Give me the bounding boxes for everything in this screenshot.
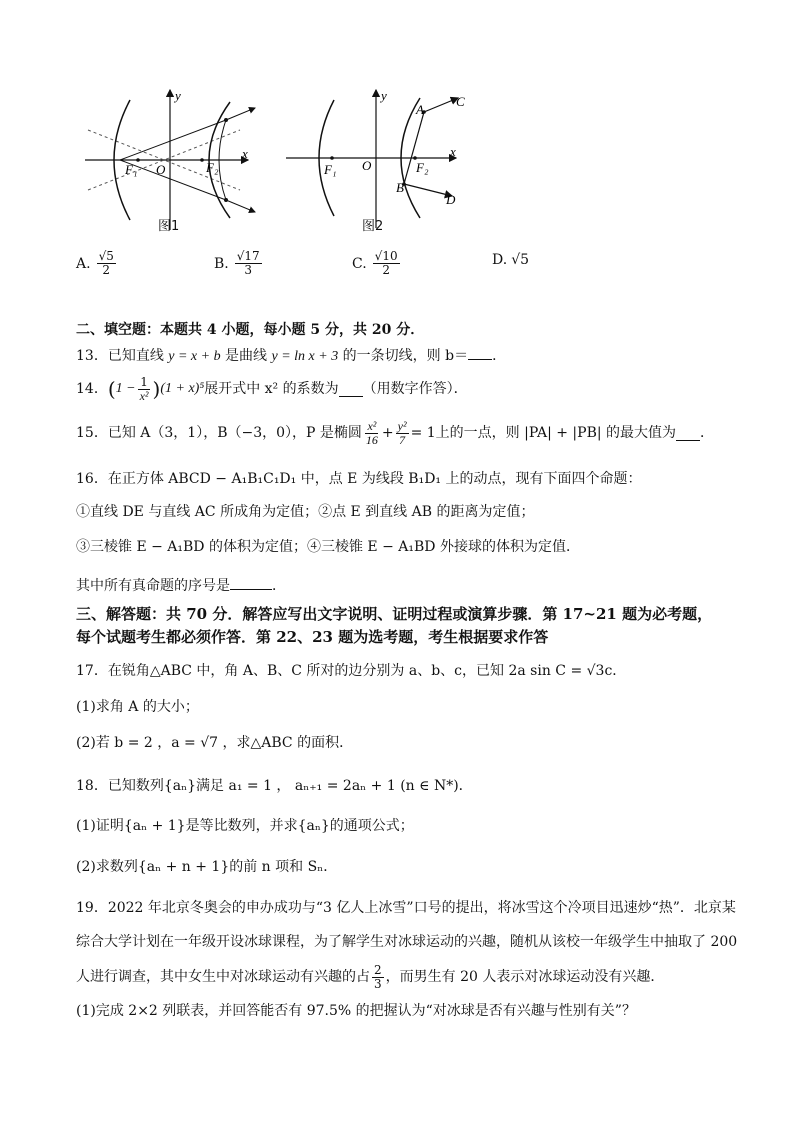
question-19-line-3: 人进行调查，其中女生中对冰球运动有兴趣的占 $\frac{2}{3}$ ，而男生有 20 人表示对冰球运动没有兴趣． (76, 962, 665, 991)
label-y: y (175, 88, 181, 103)
question-17-line-1: 17．在锐角△ABC 中，角 A、B、C 所对的边分别为 a、b、c，已知 2a sin C = √3c． (76, 663, 627, 679)
question-16-line-1: 16．在正方体 ABCD − A₁B₁C₁D₁ 中，点 E 为线段 B₁D₁ 上的动点，现有下面四个命题： (76, 471, 642, 487)
label-f1: F₁ (125, 162, 138, 177)
question-13: 13．已知直线 y = x + b 是曲线 y = ln x + 3 的一条切线，则 b＝ ． (76, 348, 507, 364)
label-o: O (156, 162, 166, 177)
label-x: x (242, 146, 248, 161)
label-o: O (362, 158, 372, 173)
question-19-line-1: 19．2022 年北京冬奥会的申办成功与“3 亿人上冰雪”口号的提出，将冰雪这个冷项目迅速炒“热”．北京某 (76, 900, 736, 916)
question-16-line-4: 其中所有真命题的序号是 ． (76, 575, 286, 596)
option-c[interactable]: C. $\frac{√10}{2}$ (352, 249, 398, 277)
label-f2: F₂ (206, 160, 219, 175)
question-16-line-3: ③三棱锥 E − A₁BD 的体积为定值；④三棱锥 E − A₁BD 外接球的体积为定值． (76, 539, 580, 555)
label-b: B (396, 180, 404, 195)
section-3-heading-2: 每个试题考生都必须作答．第 22、23 题为选考题，考生根据要求作答 (76, 628, 549, 646)
question-14: 14． ( 1 − $\frac{1}{\text{x²}}$ ) (1 + x)⁵ 展开式中 x² 的系数为 （用数字作答）． (76, 374, 468, 403)
question-17-line-2: (1)求角 A 的大小； (76, 699, 199, 715)
label-f2: F₂ (416, 160, 429, 175)
question-18-line-2: (1)证明{aₙ + 1}是等比数列，并求{aₙ}的通项公式； (76, 818, 414, 834)
question-17-line-3: (2)若 b = 2 ，a = √7 ，求△ABC 的面积． (76, 735, 354, 751)
section-3-heading-1: 三、解答题：共 70 分．解答应写出文字说明、证明过程或演算步骤．第 17~21 题为必考题， (76, 605, 713, 623)
label-f1: F₁ (324, 162, 337, 177)
figure-1-caption: 图1 (158, 219, 180, 234)
question-18-line-1: 18．已知数列{aₙ}满足 a₁ = 1 ， aₙ₊₁ = 2aₙ + 1 (n ∈ N*)． (76, 778, 473, 794)
question-19-line-2: 综合大学计划在一年级开设冰球课程，为了解学生对冰球运动的兴趣，随机从该校一年级学生中抽取了 200 (76, 934, 738, 950)
option-a[interactable]: A. $\frac{√5}{2}$ (76, 249, 114, 277)
label-a: A (416, 102, 424, 117)
label-c: C (456, 94, 465, 109)
section-2-heading: 二、填空题：本题共 4 小题，每小题 5 分，共 20 分． (76, 322, 425, 338)
question-18-line-3: (2)求数列{aₙ + n + 1}的前 n 项和 Sₙ． (76, 859, 338, 875)
label-y: y (381, 88, 387, 103)
figure-2-caption: 图2 (362, 219, 384, 234)
option-b[interactable]: B. $\frac{√17}{3}$ (214, 249, 260, 277)
label-d: D (446, 192, 456, 207)
question-19-line-4: (1)完成 2×2 列联表，并回答能否有 97.5% 的把握认为“对冰球是否有兴趣与性别有关”？ (76, 1003, 636, 1019)
option-d[interactable]: D. √5 (492, 252, 530, 268)
question-16-line-2: ①直线 DE 与直线 AC 所成角为定值；②点 E 到直线 AB 的距离为定值； (76, 504, 535, 520)
question-15: 15．已知 A（3，1），B（−3，0），P 是椭圆 $\frac{\text{x²}}{16}$ + $\frac{\text{y²}}{7}$ = 1 上的一点，则 |PA| + |PB| 的最大值为 ． (76, 418, 715, 447)
label-x: x (450, 144, 456, 159)
